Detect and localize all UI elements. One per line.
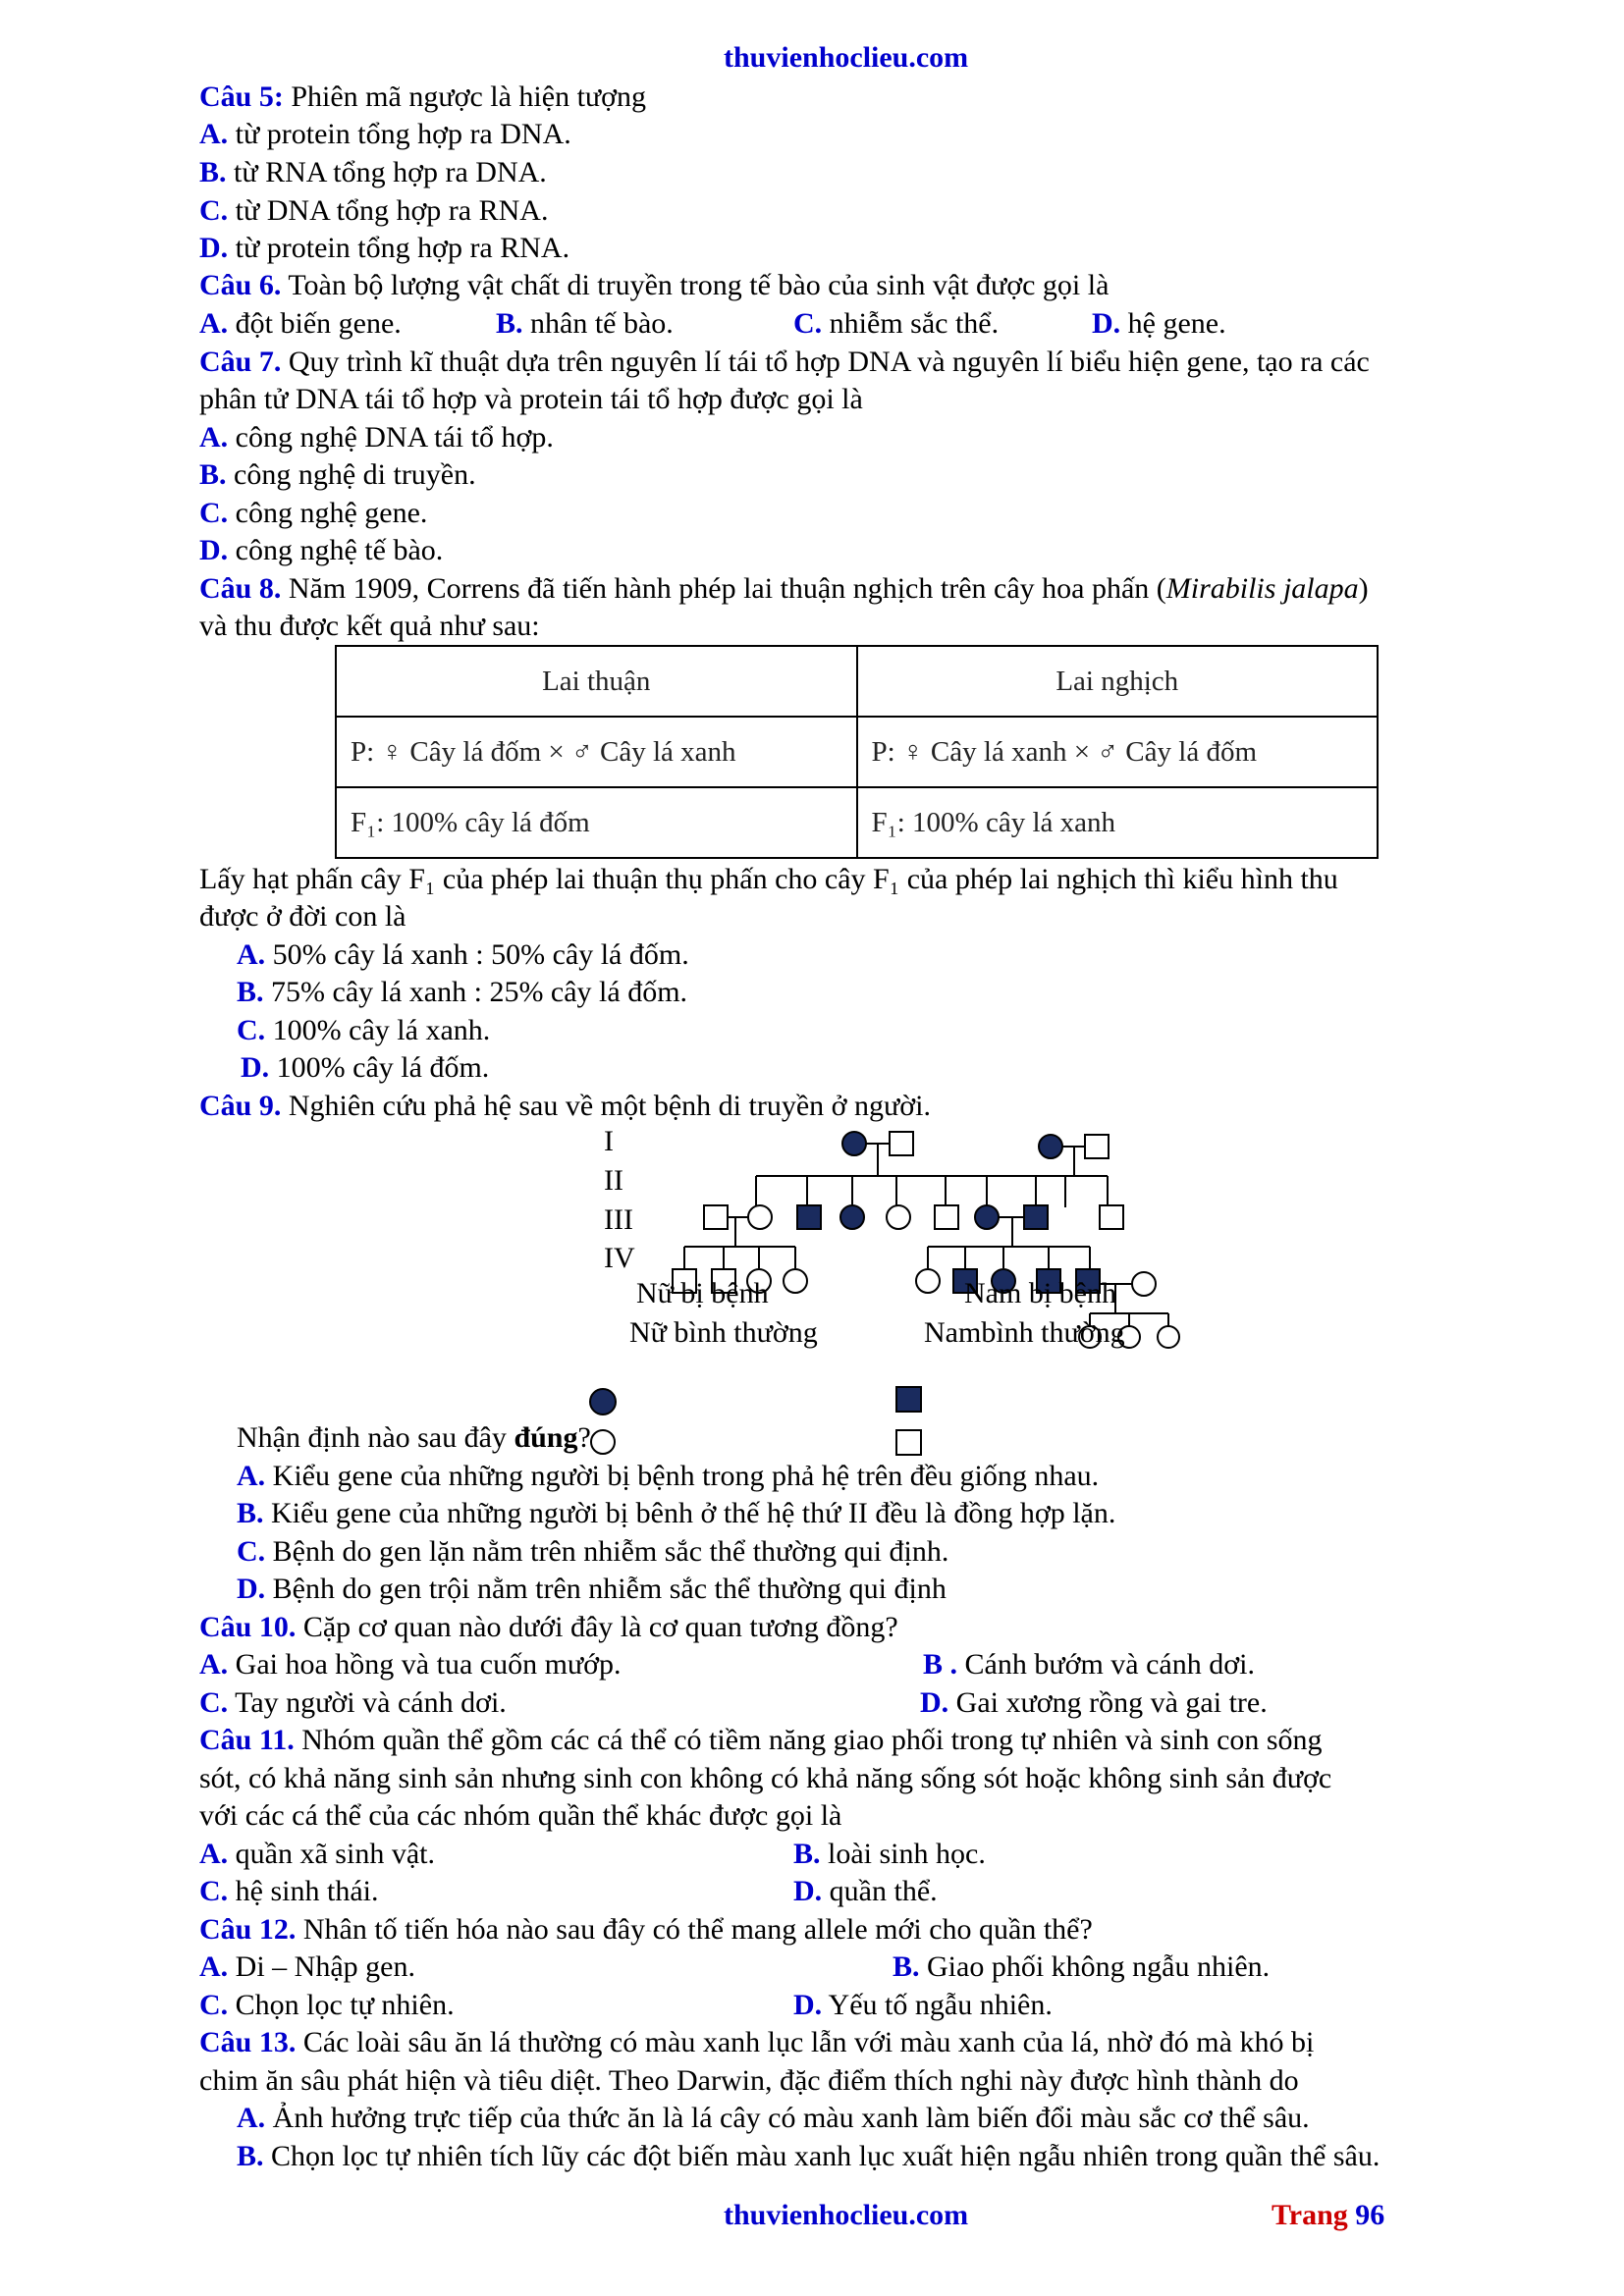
table-header-lai-thuan: Lai thuận [336,646,857,717]
q10-option-b: B . Cánh bướm và cánh dơi. [923,1648,1255,1681]
q5-option-c: C. từ DNA tổng hợp ra RNA. [199,194,549,227]
q8-option-a: A. 50% cây lá xanh : 50% cây lá đốm. [237,938,689,971]
q11-option-c: C. hệ sinh thái. [199,1875,379,1907]
q5-label: Câu 5: [199,80,284,113]
question-11: Câu 11. Nhóm quần thể gồm các cá thể có tiềm năng giao phối trong tự nhiên và sinh con sống [199,1724,1323,1756]
legend-affected-male: Nam bị bệnh [964,1277,1116,1309]
footer-site: thuvienhoclieu.com [724,2199,969,2231]
table-cell: P: ♀ Cây lá đốm × ♂ Cây lá xanh [336,717,857,787]
question-13-cont: chim ăn sâu phát hiện và tiêu diệt. Theo Darwin, đặc điểm thích nghi này được hình thành do [199,2064,1299,2097]
generation-label-i: I [604,1125,614,1157]
question-7: Câu 7. Quy trình kĩ thuật dựa trên nguyên lí tái tổ hợp DNA và nguyên lí biểu hiện gene, tạo ra các [199,346,1370,378]
q12-option-c: C. Chọn lọc tự nhiên. [199,1989,455,2021]
q7-option-d: D. công nghệ tế bào. [199,534,444,566]
legend-affected-female: Nữ bị bệnh [636,1277,769,1309]
table-cell: F₁: 100% cây lá xanh [857,787,1379,858]
question-11-cont: sót, có khả năng sinh sản nhưng sinh con không có khả năng sống sót hoặc không sinh sản được [199,1762,1332,1794]
q9-option-d: D. Bệnh do gen trội nằm trên nhiễm sắc thể thường qui định [237,1573,947,1605]
legend-normal-female: Nữ bình thường [629,1316,818,1349]
q11-option-d: D. quần thể. [793,1875,938,1907]
question-8: Câu 8. Năm 1909, Correns đã tiến hành phép lai thuận nghịch trên cây hoa phấn (Mirabilis jalapa) [199,572,1369,605]
q6-option-d: D. hệ gene. [1092,307,1226,340]
q5-option-b: B. từ RNA tổng hợp ra DNA. [199,156,547,188]
table-cell: P: ♀ Cây lá xanh × ♂ Cây lá đốm [857,717,1379,787]
q8-option-b: B. 75% cây lá xanh : 25% cây lá đốm. [237,976,688,1008]
q9-option-b: B. Kiểu gene của những người bị bênh ở thế hệ thứ II đều là đồng hợp lặn. [237,1497,1116,1529]
q5-stem: Phiên mã ngược là hiện tượng [283,80,647,113]
q12-option-d: D. Yếu tố ngẫu nhiên. [793,1989,1053,2021]
page-number: Trang 96 [1272,2199,1385,2231]
header-site: thuvienhoclieu.com [724,41,969,74]
q7-option-a: A. công nghệ DNA tái tổ hợp. [199,421,554,454]
q13-option-b: B. Chọn lọc tự nhiên tích lũy các đột biến màu xanh lục xuất hiện ngẫu nhiên trong quần thể sâu. [237,2140,1380,2172]
q9-option-a: A. Kiểu gene của những người bị bệnh trong phả hệ trên đều giống nhau. [237,1460,1100,1492]
q10-option-c: C. Tay người và cánh dơi. [199,1686,507,1719]
q13-option-a: A. Ảnh hưởng trực tiếp của thức ăn là lá cây có màu xanh làm biến đổi màu sắc cơ thể sâu. [237,2102,1310,2134]
q8-option-d: D. 100% cây lá đốm. [241,1051,490,1084]
table-cell: F₁: 100% cây lá đốm [336,787,857,858]
q12-option-b: B. Giao phối không ngẫu nhiên. [893,1950,1271,1983]
q7-option-c: C. công nghệ gene. [199,497,428,529]
generation-label-ii: II [604,1164,623,1197]
q6-option-c: C. nhiễm sắc thể. [793,307,1000,340]
question-13: Câu 13. Các loài sâu ăn lá thường có màu xanh lục lẫn với màu xanh của lá, nhờ đó mà khó bị [199,2026,1315,2058]
legend-normal-female-symbol [591,1430,615,1454]
legend-normal-male: Nambình thường [924,1316,1125,1349]
question-10: Câu 10. Cặp cơ quan nào dưới đây là cơ quan tương đồng? [199,1611,898,1643]
q9-option-c: C. Bệnh do gen lặn nằm trên nhiễm sắc thể thường qui định. [237,1535,949,1568]
q10-option-a: A. Gai hoa hồng và tua cuốn mướp. [199,1648,622,1681]
q5-option-a: A. từ protein tổng hợp ra DNA. [199,118,571,150]
question-9: Câu 9. Nghiên cứu phả hệ sau về một bệnh di truyền ở người. [199,1090,931,1122]
q8-option-c: C. 100% cây lá xanh. [237,1014,491,1046]
generation-label-iii: III [604,1203,633,1236]
question-8-prompt-cont: được ở đời con là [199,900,406,933]
question-6: Câu 6. Toàn bộ lượng vật chất di truyền trong tế bào của sinh vật được gọi là [199,269,1110,301]
q6-option-b: B. nhân tế bào. [496,307,674,340]
q11-option-b: B. loài sinh học. [793,1838,986,1870]
q7-option-b: B. công nghệ di truyền. [199,458,476,491]
question-12: Câu 12. Nhân tố tiến hóa nào sau đây có thể mang allele mới cho quần thể? [199,1913,1093,1946]
question-8-cont: và thu được kết quả như sau: [199,610,540,642]
q11-option-a: A. quần xã sinh vật. [199,1838,435,1870]
q5-option-d: D. từ protein tổng hợp ra RNA. [199,232,570,264]
question-7-cont: phân tử DNA tái tổ hợp và protein tái tổ hợp được gọi là [199,383,863,415]
generation-label-iv: IV [604,1242,635,1274]
q12-option-a: A. Di – Nhập gen. [199,1950,415,1983]
table-header-lai-nghich: Lai nghịch [857,646,1379,717]
q10-option-d: D. Gai xương rồng và gai tre. [920,1686,1268,1719]
question-11-cont2: với các cá thể của các nhóm quần thể khác được gọi là [199,1799,842,1832]
legend-normal-male-symbol [896,1430,921,1455]
q6-option-a: A. đột biến gene. [199,307,402,340]
question-8-prompt: Lấy hạt phấn cây F₁ của phép lai thuận thụ phấn cho cây F₁ của phép lai nghịch thì kiểu hình thu [199,863,1338,895]
question-9-ask: Nhận định nào sau đây đúng? [237,1421,591,1454]
